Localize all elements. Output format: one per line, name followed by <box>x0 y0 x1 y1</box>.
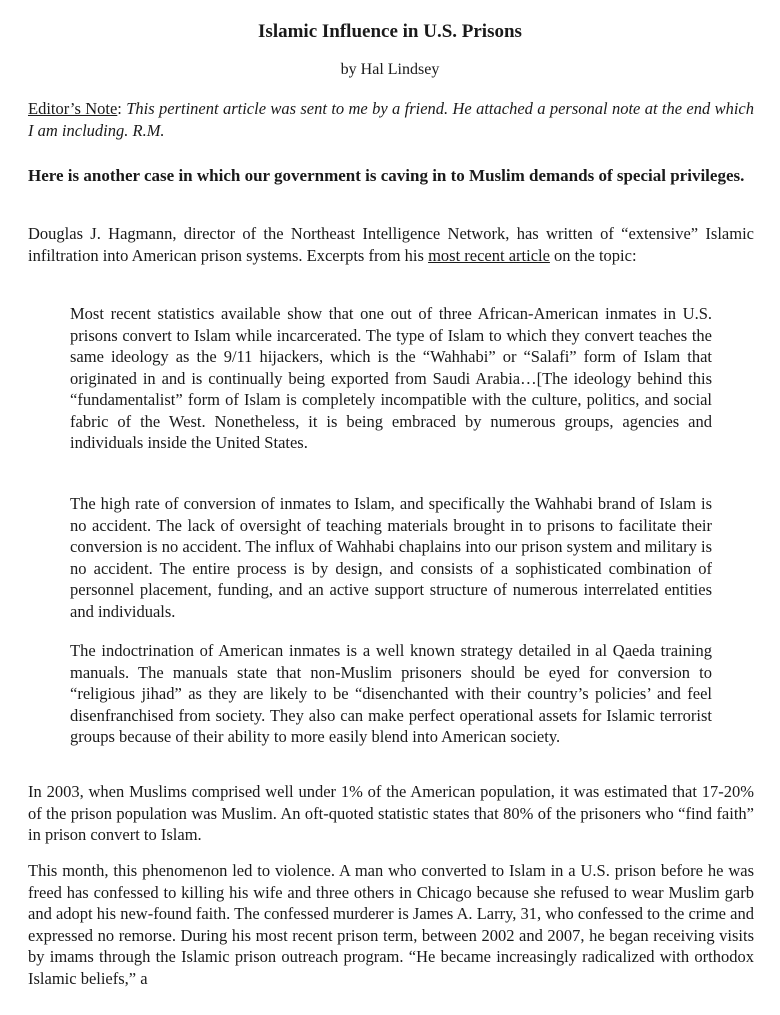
block-quote-1: Most recent statistics available show that one out of three African-American inmates in U.S. prisons convert to Islam while incarcerated. The type of Islam to which they convert teaches the same ideology as the 9/11 hijackers, which is the “Wahhabi” or “Salafi” form of Islam that originated in and is continually being exported from Saudi Arabia…[The ideology behind this “fundamentalist” form of Islam is completely incompatible with the culture, politics, and social fabric of the West. Nonetheless, it is being embraced by numerous groups, agencies and individuals inside the United States. <box>70 304 712 452</box>
most-recent-article-link[interactable]: most recent article <box>428 245 550 265</box>
article-title: Islamic Influence in U.S. Prisons <box>258 21 522 42</box>
intro-paragraph <box>28 223 754 266</box>
block-quote-3: The indoctrination of American inmates is a well known strategy detailed in al Qaeda training manuals. The manuals state that non-Muslim prisoners should be eyed for conversion to “religious jihad” as they are likely to be “disenchanted with their country’s policies’ and feel disenfranchised from society. They also can make perfect operational assets for Islamic terrorist groups because of their ability to more easily blend into American society. <box>70 641 712 746</box>
editor-note-label: Editor’s Note <box>28 99 118 118</box>
editor-note <box>28 98 754 141</box>
violence-paragraph: This month, this phenomenon led to violence. A man who converted to Islam in a U.S. prison before he was freed has confessed to killing his wife and three others in Chicago because she refused to wear Muslim garb and adopt his new-found faith. The confessed murderer is James A. Larry, 31, who confessed to the crime and expressed no remorse. During his most recent prison term, between 2002 and 2007, he began receiving visits by imams through the Islamic prison outreach program. “He became increasingly radicalized with orthodox Islamic beliefs,” a <box>28 861 754 988</box>
intro-text-end: on the topic: <box>549 245 637 265</box>
editor-note-colon: : <box>117 99 122 118</box>
intro-text: Douglas J. Hagmann, director of the Northeast Intelligence Network, has written of “extensive” Islamic infiltration into American prison systems. Excerpts from his <box>28 224 754 265</box>
statistics-paragraph: In 2003, when Muslims comprised well under 1% of the American population, it was estimated that 17-20% of the prison population was Muslim. An oft-quoted statistic states that 80% of the prisoners who “find faith” in prison convert to Islam. <box>28 782 754 844</box>
block-quote-2: The high rate of conversion of inmates to Islam, and specifically the Wahhabi brand of Islam is no accident. The lack of oversight of teaching materials brought in to prisons to facilitate their conversion is no accident. The influx of Wahhabi chaplains into our prison system and military is no accident. The entire process is by design, and consists of a sophisticated combination of personnel placement, funding, and an active support structure of numerous interrelated entities and individuals. <box>70 494 712 621</box>
editor-note-text: This pertinent article was sent to me by a friend. He attached a personal note at the end which I am including. R.M. <box>28 99 754 140</box>
article-byline: by Hal Lindsey <box>340 61 440 78</box>
lead-statement: Here is another case in which our government is caving in to Muslim demands of special privileges. <box>28 166 745 185</box>
